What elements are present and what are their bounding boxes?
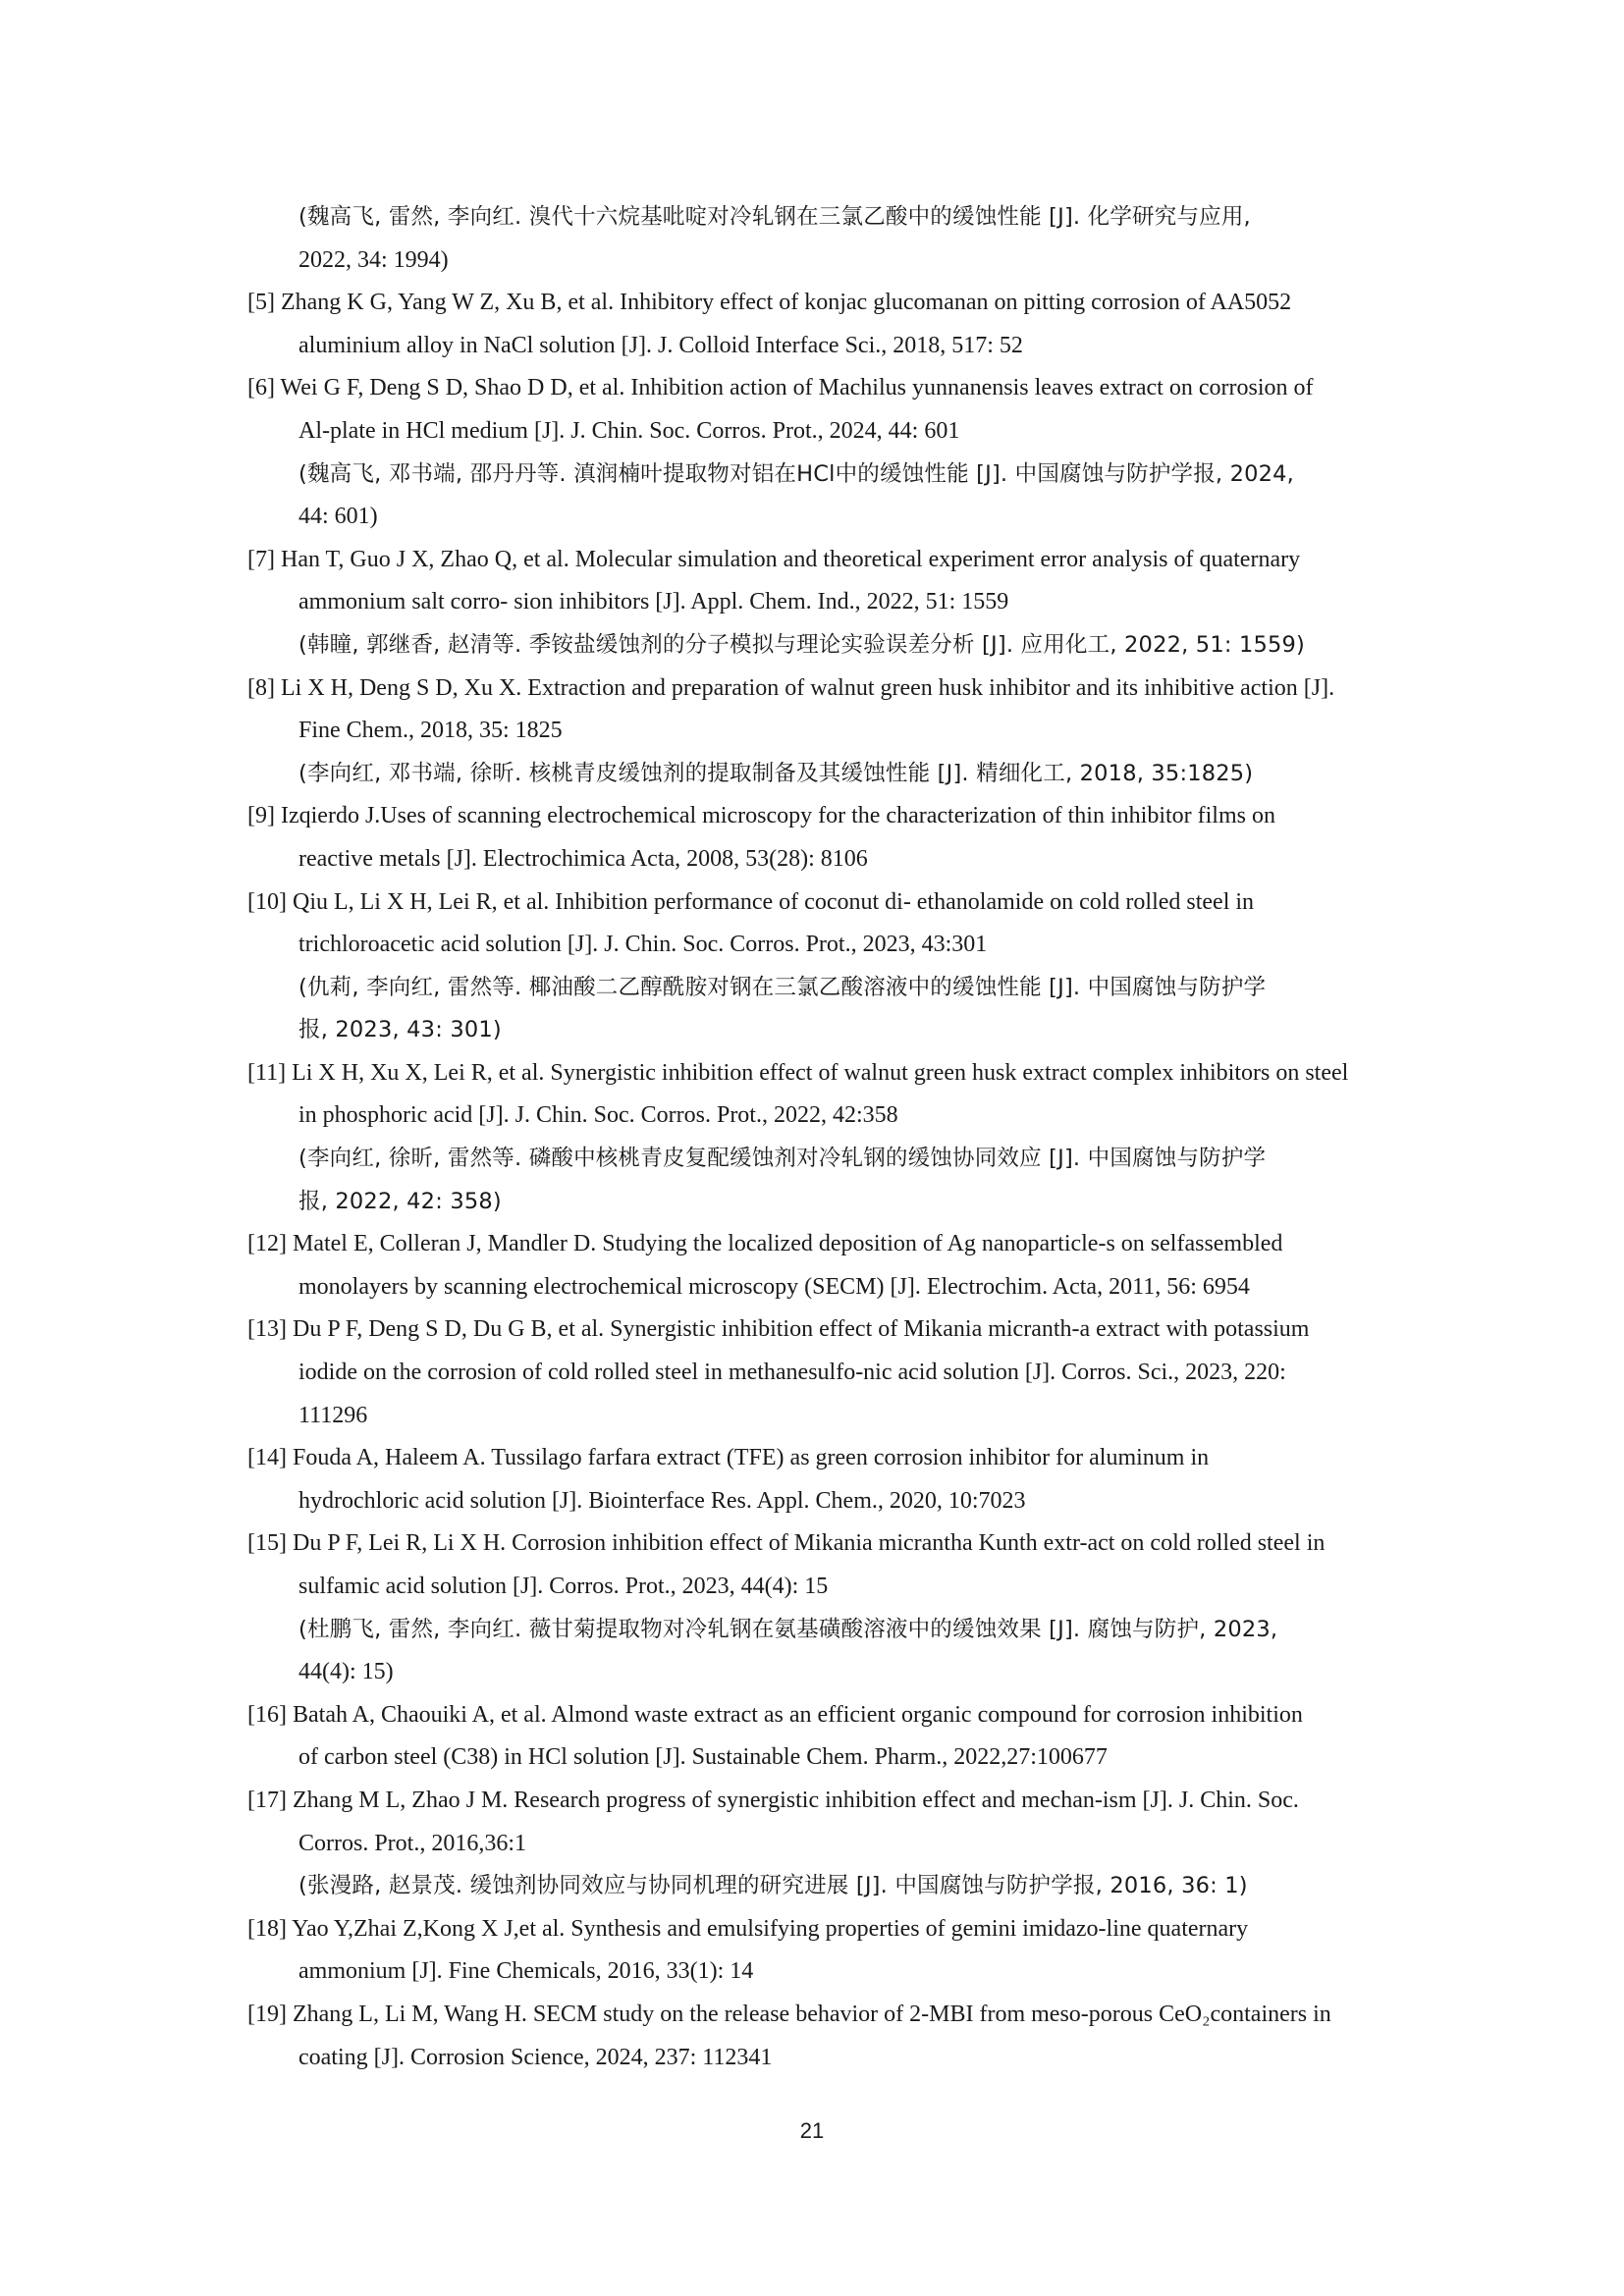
reference-line: [13] Du P F, Deng S D, Du G B, et al. Synergistic inhibition effect of Mikania micranth-a extract with potassium [247,1316,1310,1343]
reference-line: [6] Wei G F, Deng S D, Shao D D, et al. Inhibition action of Machilus yunnanensis leaves extract on corrosion of [247,375,1314,401]
reference-line: [14] Fouda A, Haleem A. Tussilago farfara extract (TFE) as green corrosion inhibitor for aluminum in [247,1445,1210,1471]
reference-line: sulfamic acid solution [J]. Corros. Prot., 2023, 44(4): 15 [298,1574,829,1599]
reference-line: reactive metals [J]. Electrochimica Acta, 2008, 53(28): 8106 [298,845,868,872]
reference-line-chinese: (张漫路, 赵景茂. 缓蚀剂协同效应与协同机理的研究进展 [J]. 中国腐蚀与防护学报, 2016, 36: 1) [298,1873,1248,1899]
reference-line: Al-plate in HCl medium [J]. J. Chin. Soc. Corros. Prot., 2024, 44: 601 [298,417,960,444]
reference-line: [7] Han T, Guo J X, Zhao Q, et al. Molecular simulation and theoretical experiment error analysis of quaternary [247,546,1301,572]
reference-line: [11] Li X H, Xu X, Lei R, et al. Synergistic inhibition effect of walnut green husk extract complex inhibitors on steel [247,1059,1349,1086]
reference-item [247,1308,1386,1437]
reference-line-chinese: (李向红, 徐昕, 雷然等. 磷酸中核桃青皮复配缓蚀剂对冷轧钢的缓蚀协同效应 [J]. 中国腐蚀与防护学 [298,1146,1267,1172]
reference-item [247,1780,1386,1908]
reference-line-chinese: (韩瞳, 郭继香, 赵清等. 季铵盐缓蚀剂的分子模拟与理论实验误差分析 [J]. 应用化工, 2022, 51: 1559) [298,631,1306,658]
reference-item [247,1908,1386,1994]
reference-item [247,367,1386,538]
reference-line: [16] Batah A, Chaouiki A, et al. Almond waste extract as an efficient organic compound for corrosion inhibition [247,1701,1303,1728]
reference-line: [9] Izqierdo J.Uses of scanning electrochemical microscopy for the characterization of thin inhibitor films on [247,803,1275,829]
reference-item [247,667,1386,796]
reference-line-chinese: 报, 2022, 42: 358) [298,1188,502,1214]
reference-line: ammonium salt corro- sion inhibitors [J]. Appl. Chem. Ind., 2022, 51: 1559 [298,589,1009,615]
reference-line: hydrochloric acid solution [J]. Biointerface Res. Appl. Chem., 2020, 10:7023 [298,1487,1026,1514]
reference-line: Corros. Prot., 2016,36:1 [298,1830,527,1856]
reference-line-chinese: (仇莉, 李向红, 雷然等. 椰油酸二乙醇酰胺对钢在三氯乙酸溶液中的缓蚀性能 [J]. 中国腐蚀与防护学 [298,974,1267,1000]
reference-item [247,795,1386,881]
reference-line: [18] Yao Y,Zhai Z,Kong X J,et al. Synthesis and emulsifying properties of gemini imidazo-line quaternary [247,1915,1249,1942]
page-number: 21 [799,2118,825,2143]
reference-line: [19] Zhang L, Li M, Wang H. SECM study on the release behavior of 2-MBI from meso-porous CeO₂containers in [247,2001,1331,2027]
reference-item [247,539,1386,667]
reference-item [247,1522,1386,1693]
reference-line: [5] Zhang K G, Yang W Z, Xu B, et al. Inhibitory effect of konjac glucomanan on pitting corrosion of AA5052 [247,290,1292,316]
reference-line: [17] Zhang M L, Zhao J M. Research progress of synergistic inhibition effect and mechan-ism [J]. J. Chin. Soc. [247,1787,1299,1813]
reference-line-chinese: (杜鹏飞, 雷然, 李向红. 薇甘菊提取物对冷轧钢在氨基磺酸溶液中的缓蚀效果 [J]. 腐蚀与防护, 2023, [298,1616,1278,1642]
reference-line: in phosphoric acid [J]. J. Chin. Soc. Corros. Prot., 2022, 42:358 [298,1102,898,1129]
reference-item [247,1052,1386,1223]
reference-item [247,1437,1386,1522]
reference-line: 111296 [298,1402,368,1428]
reference-line: coating [J]. Corrosion Science, 2024, 237: 112341 [298,2044,773,2070]
reference-line: 44: 601) [298,504,378,530]
reference-line: [12] Matel E, Colleran J, Mandler D. Studying the localized deposition of Ag nanoparticle-s on selfassembled [247,1231,1283,1257]
reference-item [247,1694,1386,1780]
reference-line: ammonium [J]. Fine Chemicals, 2016, 33(1): 14 [298,1958,754,1985]
reference-item [247,1223,1386,1308]
reference-line-chinese: (魏高飞, 雷然, 李向红. 溴代十六烷基吡啶对冷轧钢在三氯乙酸中的缓蚀性能 [J]. 化学研究与应用, [298,204,1251,230]
reference-line: of carbon steel (C38) in HCl solution [J]. Sustainable Chem. Pharm., 2022,27:100677 [298,1744,1108,1771]
reference-line: 44(4): 15) [298,1659,394,1685]
reference-item [247,881,1386,1052]
reference-line: iodide on the corrosion of cold rolled steel in methanesulfo-nic acid solution [J]. Corros. Sci., 2023, 220: [298,1360,1286,1386]
reference-line: [15] Du P F, Lei R, Li X H. Corrosion inhibition effect of Mikania micrantha Kunth extr-act on cold rolled steel in [247,1530,1326,1557]
reference-line: Fine Chem., 2018, 35: 1825 [298,718,563,744]
reference-line: [10] Qiu L, Li X H, Lei R, et al. Inhibition performance of coconut di- ethanolamide on cold rolled steel in [247,888,1255,915]
reference-line: 2022, 34: 1994) [298,246,449,273]
reference-line: monolayers by scanning electrochemical microscopy (SECM) [J]. Electrochim. Acta, 2011, 56: 6954 [298,1273,1250,1300]
reference-continuation [247,196,1386,282]
reference-line: [8] Li X H, Deng S D, Xu X. Extraction and preparation of walnut green husk inhibitor and its inhibitive action [J]. [247,674,1335,701]
reference-line-chinese: (魏高飞, 邓书端, 邵丹丹等. 滇润楠叶提取物对铝在HCl中的缓蚀性能 [J]. 中国腐蚀与防护学报, 2024, [298,460,1295,487]
reference-line-chinese: 报, 2023, 43: 301) [298,1017,502,1043]
reference-line: trichloroacetic acid solution [J]. J. Chin. Soc. Corros. Prot., 2023, 43:301 [298,932,988,958]
reference-line-chinese: (李向红, 邓书端, 徐昕. 核桃青皮缓蚀剂的提取制备及其缓蚀性能 [J]. 精细化工, 2018, 35:1825) [298,760,1254,786]
reference-item [247,282,1386,367]
reference-item [247,1994,1386,2079]
reference-list [247,196,1386,2079]
reference-line: aluminium alloy in NaCl solution [J]. J. Colloid Interface Sci., 2018, 517: 52 [298,332,1023,358]
